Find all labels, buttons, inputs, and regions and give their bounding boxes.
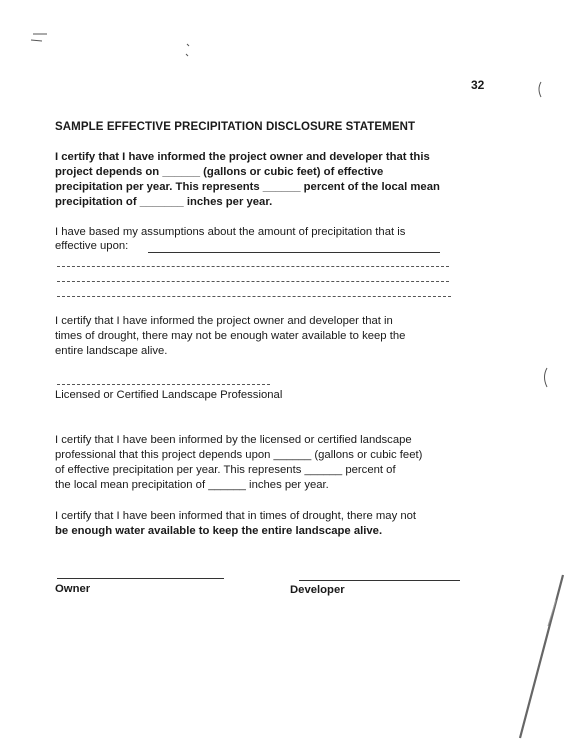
para5-line2: be enough water available to keep the entire landscape alive. [55, 525, 383, 537]
owner-signature-label: Owner [55, 583, 91, 595]
owner-signature-line[interactable] [57, 578, 224, 579]
para2-line1: I have based my assumptions about the amount of precipitation that is [55, 226, 406, 238]
assumptions-line-2[interactable] [57, 281, 449, 282]
para4-line4: the local mean precipitation of ______ inches per year. [55, 479, 329, 491]
page-number: 32 [471, 78, 485, 92]
developer-signature-line[interactable] [299, 580, 460, 581]
para3-line2: times of drought, there may not be enough water available to keep the [55, 330, 406, 342]
para1-line3: precipitation per year. This represents ______ percent of the local mean [55, 181, 440, 193]
para4-line2: professional that this project depends upon ______ (gallons or cubic feet) [55, 449, 423, 461]
assumptions-line-1[interactable] [57, 266, 449, 267]
para2-line2: effective upon: [55, 240, 129, 252]
developer-signature-label: Developer [290, 584, 345, 596]
page-title: SAMPLE EFFECTIVE PRECIPITATION DISCLOSURE STATEMENT [55, 121, 416, 133]
para3-line1: I certify that I have informed the project owner and developer that in [55, 315, 393, 327]
para1-line1: I certify that I have informed the project owner and developer that this [55, 151, 430, 163]
professional-signature-line[interactable] [57, 384, 270, 385]
para1-line4: precipitation of _______ inches per year. [55, 196, 273, 208]
para4-line3: of effective precipitation per year. This represents ______ percent of [55, 464, 396, 476]
professional-signature-label: Licensed or Certified Landscape Professional [55, 389, 283, 401]
assumptions-blank-line[interactable] [148, 252, 440, 253]
para1-line2: project depends on ______ (gallons or cubic feet) of effective [55, 166, 384, 178]
para5-line1: I certify that I have been informed that in times of drought, there may not [55, 510, 417, 522]
para4-line1: I certify that I have been informed by the licensed or certified landscape [55, 434, 412, 446]
assumptions-line-3[interactable] [57, 296, 451, 297]
para3-line3: entire landscape alive. [55, 345, 168, 357]
